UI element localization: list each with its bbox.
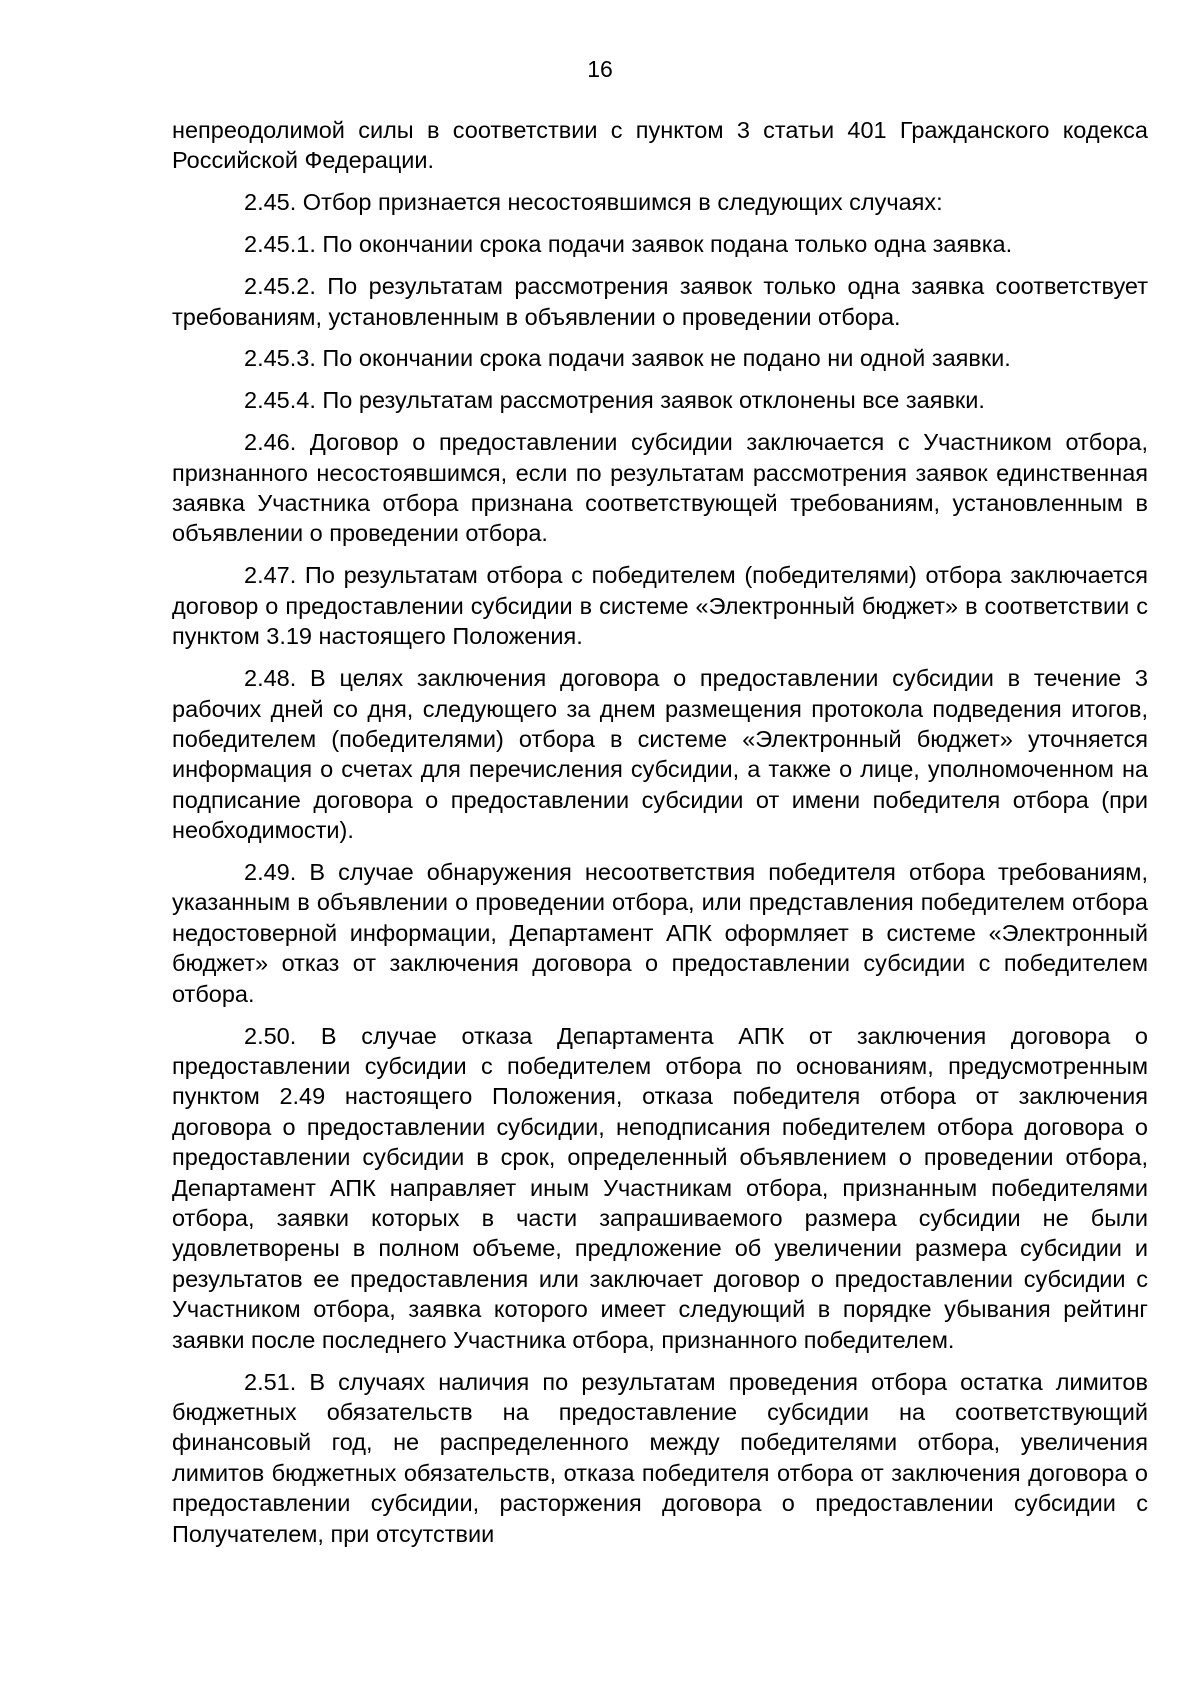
- paragraph-2-46: 2.46. Договор о предоставлении субсидии заключается с Участником отбора, признанного несостоявшимся, если по результатам рассмотрения заявок единственная заявка Участника отбора признана соответствующей требованиям, установленным в объявлении о проведении отбора.: [172, 429, 1148, 547]
- paragraph-2-47: 2.47. По результатам отбора с победителем (победителями) отбора заключается договор о предоставлении субсидии в системе «Электронный бюджет» в соответствии с пунктом 3.19 настоящего Положения.: [172, 562, 1148, 650]
- paragraph-2-45-1: 2.45.1. По окончании срока подачи заявок подана только одна заявка.: [244, 231, 1013, 258]
- paragraph-2-49: 2.49. В случае обнаружения несоответствия победителя отбора требованиям, указанным в объявлении о проведении отбора, или представления победителем отбора недостоверной информации, Департамент АПК оформляет в системе «Электронный бюджет» отказ от заключения договора о предоставлении субсидии с победителем отбора.: [172, 859, 1148, 1007]
- document-body: [172, 115, 1148, 1560]
- paragraph-2-45: 2.45. Отбор признается несостоявшимся в следующих случаях:: [244, 189, 943, 216]
- paragraph-2-45-4: 2.45.4. По результатам рассмотрения заявок отклонены все заявки.: [244, 387, 985, 414]
- paragraph-2-51: 2.51. В случаях наличия по результатам проведения отбора остатка лимитов бюджетных обязательств на предоставление субсидии на соответствующий финансовый год, не распределенного между победителями отбора, увеличения лимитов бюджетных обязательств, отказа победителя отбора от заключения договора о предоставлении субсидии, расторжения договора о предоставлении субсидии с Получателем, при отсутствии: [172, 1368, 1148, 1547]
- paragraph-2-48: 2.48. В целях заключения договора о предоставлении субсидии в течение 3 рабочих дней со дня, следующего за днем размещения протокола подведения итогов, победителем (победителями) отбора в системе «Электронный бюджет» уточняется информация о счетах для перечисления субсидии, а также о лице, уполномоченном на подписание договора о предоставлении субсидии от имени победителя отбора (при необходимости).: [172, 665, 1148, 844]
- paragraph-continuation: непреодолимой силы в соответствии с пунктом 3 статьи 401 Гражданского кодекса Российской Федерации.: [172, 117, 1148, 174]
- paragraph-2-45-2: 2.45.2. По результатам рассмотрения заявок только одна заявка соответствует требованиям, установленным в объявлении о проведении отбора.: [172, 273, 1148, 330]
- paragraph-2-50: 2.50. В случае отказа Департамента АПК от заключения договора о предоставлении субсидии с победителем отбора по основаниям, предусмотренным пунктом 2.49 настоящего Положения, отказа победителя отбора от заключения договора о предоставлении субсидии, неподписания победителем отбора договора о предоставлении субсидии в срок, определенный объявлением о проведении отбора, Департамент АПК направляет иным Участникам отбора, признанным победителями отбора, заявки которых в части запрашиваемого размера субсидии не были удовлетворены в полном объеме, предложение об увеличении размера субсидии и результатов ее предоставления или заключает договор о предоставлении субсидии с Участником отбора, заявка которого имеет следующий в порядке убывания рейтинг заявки после последнего Участника отбора, признанного победителем.: [172, 1022, 1148, 1353]
- page-number: 16: [587, 56, 613, 82]
- paragraph-2-45-3: 2.45.3. По окончании срока подачи заявок не подано ни одной заявки.: [244, 345, 1011, 372]
